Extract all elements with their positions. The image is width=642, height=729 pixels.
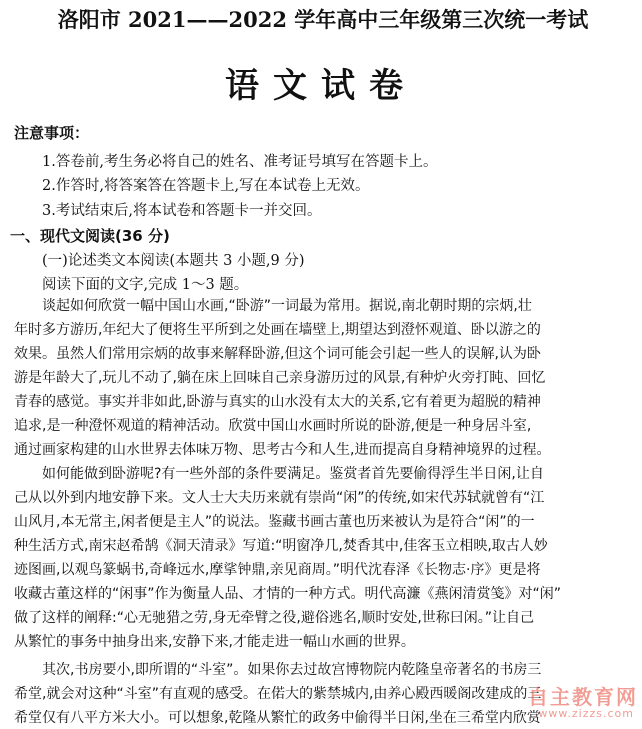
passage-line: 追求,是一种澄怀观道的精神活动。欣赏中国山水画时所说的卧游,便是一种身居斗室,: [14, 418, 532, 434]
passage-line: 种生活方式,南宋赵希鹄《洞天清录》写道:“明窗净几,焚香其中,佳客玉立相映,取古人妙: [14, 538, 548, 554]
passage-line: 从繁忙的事务中抽身出来,安静下来,才能走进一幅山水画的世界。: [14, 634, 415, 650]
watermark: [488, 681, 638, 727]
passage-line: 年时多方游历,年纪大了便将生平所到之处画在墙壁上,期望达到澄怀观道、卧以游之的: [14, 322, 541, 338]
passage-line: 希堂,就会对这种“斗室”有直观的感受。在偌大的紫禁城内,由养心殿西暖阁改建成的三: [14, 686, 542, 702]
section-heading: 一、现代文阅读(36 分): [10, 227, 170, 245]
instruction: 阅读下面的文字,完成 1～3 题。: [42, 277, 249, 293]
passage-line: 通过画家构建的山水世界去体味万物、思考古今和人生,进而提高自身精神境界的过程。: [14, 442, 551, 458]
passage-line: 游是年龄大了,玩儿不动了,躺在床上回味自己亲身游历过的风景,有种炉火旁打盹、回忆: [14, 370, 546, 386]
passage-line: 山风月,本无常主,闲者便是主人”的说法。鉴藏书画古董也历来被认为是符合“闲”的一: [14, 514, 535, 530]
passage-line: 己从以外到内地安静下来。文人士大夫历来就有崇尚“闲”的传统,如宋代苏轼就曾有“江: [14, 490, 545, 506]
notice-item: 3.考试结束后,将本试卷和答题卡一并交回。: [42, 203, 322, 219]
passage-line: 希堂仅有八平方米大小。可以想象,乾隆从繁忙的政务中偷得半日闲,坐在三希堂内欣赏: [14, 710, 541, 726]
passage-line: 青春的感觉。事实并非如此,卧游与真实的山水没有太大的关系,它有着更为超脱的精神: [14, 394, 541, 410]
watermark-text: 自主教育网: [528, 685, 638, 709]
watermark-url: www.zizzs.com: [538, 707, 634, 720]
passage-line: 做了这样的阐释:“心无驰猎之劳,身无牵臂之役,避俗逃名,顺时安处,世称曰闲。”让自己: [14, 610, 535, 626]
notice-item: 2.作答时,将答案答在答题卡上,写在本试卷上无效。: [42, 178, 370, 194]
exam-title: 洛阳市 2021——2022 学年高中三年级第三次统一考试: [57, 7, 589, 32]
passage-line: 效果。虽然人们常用宗炳的故事来解释卧游,但这个词可能会引起一些人的误解,认为卧: [14, 346, 541, 362]
subject-title: 语文试卷: [225, 66, 417, 106]
notice-heading: 注意事项：: [14, 124, 90, 142]
sub-heading: (一)论述类文本阅读(本题共 3 小题,9 分): [42, 253, 305, 269]
passage-line: 其次,书房要小,即所谓的“斗室”。如果你去过故宫博物院内乾隆皇帝著名的书房三: [14, 662, 542, 678]
notice-item: 1.答卷前,考生务必将自己的姓名、准考证号填写在答题卡上。: [42, 154, 438, 170]
passage-line: 迹图画,以观鸟篆蜗书,奇峰远水,摩挲钟鼎,亲见商周。”明代沈春泽《长物志·序》更是将: [14, 562, 541, 578]
passage-line: 谈起如何欣赏一幅中国山水画,“卧游”一词最为常用。据说,南北朝时期的宗炳,壮: [14, 298, 532, 314]
passage-line: 如何能做到卧游呢?有一些外部的条件要满足。鉴赏者首先要偷得浮生半日闲,让自: [14, 466, 544, 482]
passage-line: 收藏古董这样的“闲事”作为衡量人品、才情的一种方式。明代高濂《燕闲清赏笺》对“闲”: [14, 586, 562, 602]
